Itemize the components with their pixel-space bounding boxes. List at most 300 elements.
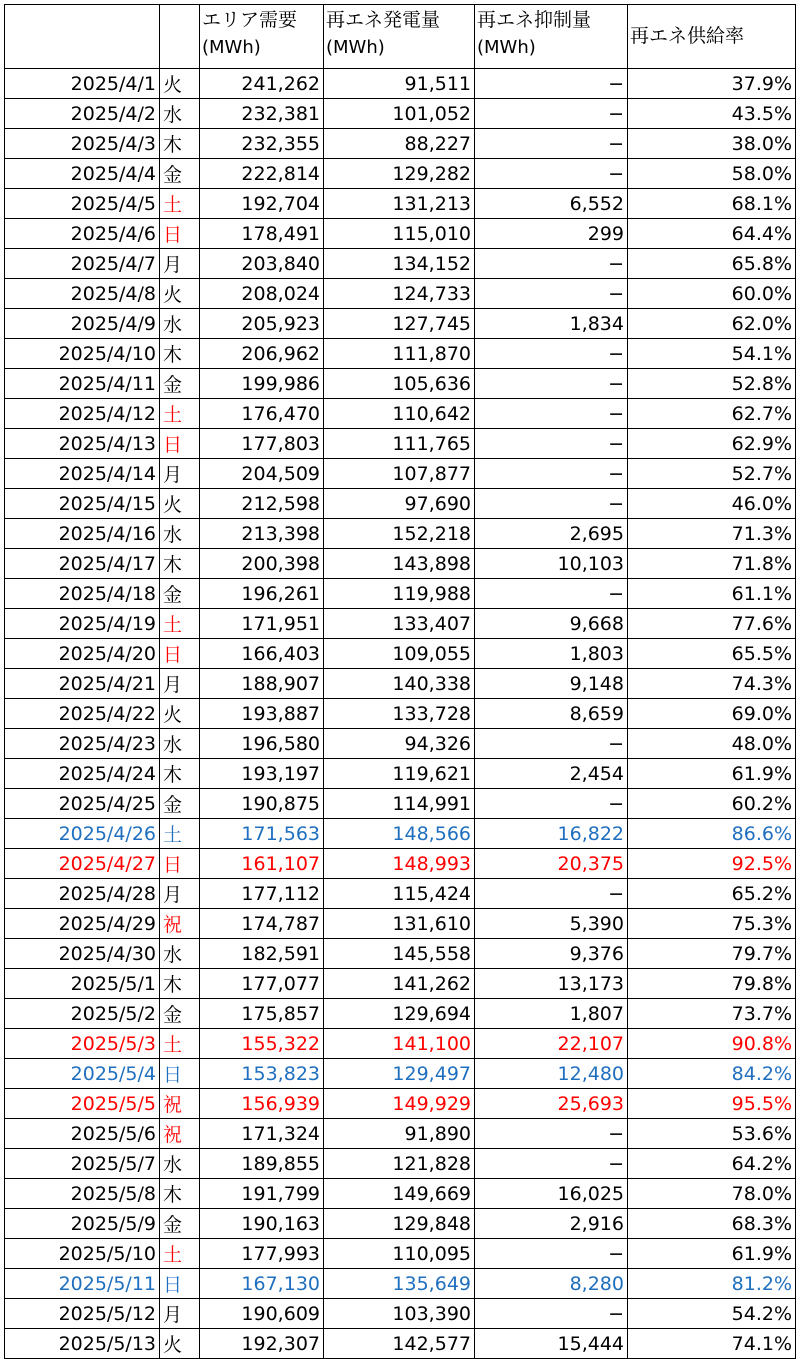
date-cell: 2025/4/6: [5, 219, 160, 249]
area-demand-cell: 171,563: [200, 819, 324, 849]
day-of-week-cell: 木: [160, 969, 200, 999]
renewable-generation-cell: 124,733: [324, 279, 475, 309]
day-of-week-cell: 土: [160, 609, 200, 639]
date-cell: 2025/4/4: [5, 159, 160, 189]
renewable-supply-rate-cell: 68.3%: [628, 1209, 796, 1239]
day-of-week-cell: 祝: [160, 1119, 200, 1149]
date-cell: 2025/4/18: [5, 579, 160, 609]
area-demand-cell: 177,993: [200, 1239, 324, 1269]
renewable-energy-table: [4, 4, 796, 1359]
day-of-week-cell: 祝: [160, 909, 200, 939]
renewable-curtailment-cell: −: [475, 1239, 628, 1269]
area-demand-cell: 200,398: [200, 549, 324, 579]
renewable-curtailment-cell: −: [475, 159, 628, 189]
renewable-curtailment-cell: 16,025: [475, 1179, 628, 1209]
renewable-curtailment-cell: 8,280: [475, 1269, 628, 1299]
day-of-week-cell: 木: [160, 339, 200, 369]
renewable-generation-cell: 109,055: [324, 639, 475, 669]
table-row: [5, 609, 796, 639]
area-demand-cell: 167,130: [200, 1269, 324, 1299]
renewable-supply-rate-cell: 64.2%: [628, 1149, 796, 1179]
renewable-supply-rate-cell: 90.8%: [628, 1029, 796, 1059]
renewable-generation-cell: 119,621: [324, 759, 475, 789]
table-row: [5, 189, 796, 219]
day-of-week-cell: 火: [160, 699, 200, 729]
renewable-supply-rate-cell: 62.7%: [628, 399, 796, 429]
renewable-generation-cell: 131,213: [324, 189, 475, 219]
renewable-curtailment-cell: −: [475, 1119, 628, 1149]
area-demand-cell: 191,799: [200, 1179, 324, 1209]
renewable-generation-cell: 142,577: [324, 1329, 475, 1359]
renewable-curtailment-cell: 9,148: [475, 669, 628, 699]
table-header: [5, 5, 796, 69]
renewable-supply-rate-cell: 52.8%: [628, 369, 796, 399]
renewable-supply-rate-cell: 71.3%: [628, 519, 796, 549]
date-cell: 2025/5/6: [5, 1119, 160, 1149]
renewable-generation-cell: 141,262: [324, 969, 475, 999]
area-demand-cell: 161,107: [200, 849, 324, 879]
renewable-supply-rate-cell: 62.0%: [628, 309, 796, 339]
renewable-generation-cell: 114,991: [324, 789, 475, 819]
renewable-supply-rate-cell: 69.0%: [628, 699, 796, 729]
renewable-generation-cell: 133,728: [324, 699, 475, 729]
header-date: [5, 5, 160, 69]
renewable-supply-rate-cell: 37.9%: [628, 69, 796, 99]
date-cell: 2025/4/5: [5, 189, 160, 219]
day-of-week-cell: 土: [160, 1029, 200, 1059]
table-row: [5, 1059, 796, 1089]
renewable-generation-cell: 131,610: [324, 909, 475, 939]
header-renewable-curtailment-unit: (MWh): [477, 37, 536, 58]
renewable-supply-rate-cell: 43.5%: [628, 99, 796, 129]
day-of-week-cell: 木: [160, 129, 200, 159]
renewable-curtailment-cell: 10,103: [475, 549, 628, 579]
table-body: [5, 69, 796, 1359]
renewable-supply-rate-cell: 60.2%: [628, 789, 796, 819]
renewable-curtailment-cell: −: [475, 399, 628, 429]
renewable-generation-cell: 91,890: [324, 1119, 475, 1149]
table-row: [5, 519, 796, 549]
renewable-curtailment-cell: 2,454: [475, 759, 628, 789]
renewable-supply-rate-cell: 84.2%: [628, 1059, 796, 1089]
renewable-supply-rate-cell: 65.2%: [628, 879, 796, 909]
renewable-curtailment-cell: 9,376: [475, 939, 628, 969]
date-cell: 2025/4/14: [5, 459, 160, 489]
day-of-week-cell: 火: [160, 69, 200, 99]
date-cell: 2025/5/4: [5, 1059, 160, 1089]
date-cell: 2025/4/8: [5, 279, 160, 309]
renewable-curtailment-cell: −: [475, 99, 628, 129]
renewable-generation-cell: 110,095: [324, 1239, 475, 1269]
day-of-week-cell: 日: [160, 639, 200, 669]
day-of-week-cell: 月: [160, 249, 200, 279]
renewable-curtailment-cell: 1,834: [475, 309, 628, 339]
area-demand-cell: 153,823: [200, 1059, 324, 1089]
area-demand-cell: 203,840: [200, 249, 324, 279]
day-of-week-cell: 火: [160, 489, 200, 519]
renewable-supply-rate-cell: 65.5%: [628, 639, 796, 669]
renewable-curtailment-cell: 5,390: [475, 909, 628, 939]
area-demand-cell: 190,163: [200, 1209, 324, 1239]
renewable-supply-rate-cell: 81.2%: [628, 1269, 796, 1299]
renewable-generation-cell: 111,870: [324, 339, 475, 369]
renewable-generation-cell: 97,690: [324, 489, 475, 519]
renewable-curtailment-cell: −: [475, 459, 628, 489]
renewable-generation-cell: 127,745: [324, 309, 475, 339]
area-demand-cell: 208,024: [200, 279, 324, 309]
renewable-curtailment-cell: −: [475, 879, 628, 909]
renewable-curtailment-cell: −: [475, 249, 628, 279]
table-row: [5, 699, 796, 729]
date-cell: 2025/4/24: [5, 759, 160, 789]
renewable-supply-rate-cell: 62.9%: [628, 429, 796, 459]
renewable-generation-cell: 115,424: [324, 879, 475, 909]
renewable-generation-cell: 129,282: [324, 159, 475, 189]
renewable-supply-rate-cell: 79.7%: [628, 939, 796, 969]
date-cell: 2025/4/9: [5, 309, 160, 339]
renewable-generation-cell: 145,558: [324, 939, 475, 969]
header-renewable-generation: [324, 5, 475, 69]
day-of-week-cell: 月: [160, 459, 200, 489]
renewable-generation-cell: 148,566: [324, 819, 475, 849]
table-row: [5, 849, 796, 879]
renewable-generation-cell: 103,390: [324, 1299, 475, 1329]
renewable-supply-rate-cell: 92.5%: [628, 849, 796, 879]
day-of-week-cell: 土: [160, 189, 200, 219]
day-of-week-cell: 金: [160, 369, 200, 399]
area-demand-cell: 176,470: [200, 399, 324, 429]
day-of-week-cell: 金: [160, 159, 200, 189]
date-cell: 2025/4/22: [5, 699, 160, 729]
renewable-generation-cell: 152,218: [324, 519, 475, 549]
table-row: [5, 879, 796, 909]
date-cell: 2025/5/12: [5, 1299, 160, 1329]
date-cell: 2025/5/3: [5, 1029, 160, 1059]
day-of-week-cell: 水: [160, 99, 200, 129]
area-demand-cell: 177,803: [200, 429, 324, 459]
table-row: [5, 129, 796, 159]
renewable-generation-cell: 134,152: [324, 249, 475, 279]
renewable-generation-cell: 129,848: [324, 1209, 475, 1239]
area-demand-cell: 196,580: [200, 729, 324, 759]
table-row: [5, 639, 796, 669]
area-demand-cell: 190,609: [200, 1299, 324, 1329]
renewable-generation-cell: 140,338: [324, 669, 475, 699]
date-cell: 2025/5/10: [5, 1239, 160, 1269]
table-row: [5, 1329, 796, 1359]
day-of-week-cell: 水: [160, 519, 200, 549]
area-demand-cell: 212,598: [200, 489, 324, 519]
renewable-curtailment-cell: 16,822: [475, 819, 628, 849]
table-row: [5, 249, 796, 279]
date-cell: 2025/5/8: [5, 1179, 160, 1209]
renewable-generation-cell: 149,929: [324, 1089, 475, 1119]
area-demand-cell: 206,962: [200, 339, 324, 369]
table-row: [5, 1149, 796, 1179]
renewable-curtailment-cell: 2,695: [475, 519, 628, 549]
header-day-of-week: [160, 5, 200, 69]
renewable-curtailment-cell: 20,375: [475, 849, 628, 879]
renewable-generation-cell: 133,407: [324, 609, 475, 639]
area-demand-cell: 189,855: [200, 1149, 324, 1179]
renewable-curtailment-cell: −: [475, 429, 628, 459]
area-demand-cell: 190,875: [200, 789, 324, 819]
renewable-curtailment-cell: 8,659: [475, 699, 628, 729]
table-row: [5, 1179, 796, 1209]
date-cell: 2025/4/15: [5, 489, 160, 519]
table-row: [5, 279, 796, 309]
date-cell: 2025/4/21: [5, 669, 160, 699]
day-of-week-cell: 木: [160, 1179, 200, 1209]
renewable-curtailment-cell: 6,552: [475, 189, 628, 219]
renewable-supply-rate-cell: 54.1%: [628, 339, 796, 369]
table-row: [5, 159, 796, 189]
table-row: [5, 1089, 796, 1119]
renewable-generation-cell: 107,877: [324, 459, 475, 489]
date-cell: 2025/5/11: [5, 1269, 160, 1299]
date-cell: 2025/4/16: [5, 519, 160, 549]
header-renewable-generation-title: 再エネ発電量: [326, 9, 441, 31]
area-demand-cell: 175,857: [200, 999, 324, 1029]
day-of-week-cell: 月: [160, 879, 200, 909]
table-row: [5, 759, 796, 789]
renewable-supply-rate-cell: 73.7%: [628, 999, 796, 1029]
table-row: [5, 309, 796, 339]
renewable-curtailment-cell: −: [475, 69, 628, 99]
renewable-curtailment-cell: 13,173: [475, 969, 628, 999]
day-of-week-cell: 月: [160, 1299, 200, 1329]
date-cell: 2025/4/2: [5, 99, 160, 129]
day-of-week-cell: 金: [160, 789, 200, 819]
renewable-curtailment-cell: 1,803: [475, 639, 628, 669]
renewable-generation-cell: 105,636: [324, 369, 475, 399]
renewable-curtailment-cell: −: [475, 339, 628, 369]
area-demand-cell: 204,509: [200, 459, 324, 489]
area-demand-cell: 205,923: [200, 309, 324, 339]
renewable-curtailment-cell: 25,693: [475, 1089, 628, 1119]
table-row: [5, 429, 796, 459]
renewable-supply-rate-cell: 65.8%: [628, 249, 796, 279]
renewable-curtailment-cell: −: [475, 279, 628, 309]
renewable-curtailment-cell: 9,668: [475, 609, 628, 639]
renewable-curtailment-cell: −: [475, 129, 628, 159]
day-of-week-cell: 日: [160, 1059, 200, 1089]
date-cell: 2025/4/7: [5, 249, 160, 279]
area-demand-cell: 193,197: [200, 759, 324, 789]
renewable-supply-rate-cell: 61.9%: [628, 759, 796, 789]
day-of-week-cell: 金: [160, 999, 200, 1029]
day-of-week-cell: 木: [160, 759, 200, 789]
renewable-curtailment-cell: 22,107: [475, 1029, 628, 1059]
date-cell: 2025/4/13: [5, 429, 160, 459]
area-demand-cell: 232,355: [200, 129, 324, 159]
table-row: [5, 819, 796, 849]
renewable-generation-cell: 94,326: [324, 729, 475, 759]
date-cell: 2025/5/7: [5, 1149, 160, 1179]
renewable-generation-cell: 121,828: [324, 1149, 475, 1179]
day-of-week-cell: 祝: [160, 1089, 200, 1119]
area-demand-cell: 155,322: [200, 1029, 324, 1059]
area-demand-cell: 177,077: [200, 969, 324, 999]
day-of-week-cell: 日: [160, 219, 200, 249]
renewable-supply-rate-cell: 61.1%: [628, 579, 796, 609]
renewable-supply-rate-cell: 79.8%: [628, 969, 796, 999]
renewable-supply-rate-cell: 86.6%: [628, 819, 796, 849]
date-cell: 2025/4/25: [5, 789, 160, 819]
day-of-week-cell: 土: [160, 819, 200, 849]
renewable-curtailment-cell: 12,480: [475, 1059, 628, 1089]
day-of-week-cell: 金: [160, 1209, 200, 1239]
day-of-week-cell: 日: [160, 1269, 200, 1299]
area-demand-cell: 174,787: [200, 909, 324, 939]
renewable-supply-rate-cell: 75.3%: [628, 909, 796, 939]
renewable-supply-rate-cell: 38.0%: [628, 129, 796, 159]
date-cell: 2025/4/1: [5, 69, 160, 99]
area-demand-cell: 166,403: [200, 639, 324, 669]
renewable-curtailment-cell: −: [475, 489, 628, 519]
renewable-curtailment-cell: −: [475, 729, 628, 759]
renewable-curtailment-cell: 1,807: [475, 999, 628, 1029]
area-demand-cell: 222,814: [200, 159, 324, 189]
renewable-supply-rate-cell: 74.1%: [628, 1329, 796, 1359]
area-demand-cell: 192,307: [200, 1329, 324, 1359]
header-area-demand: [200, 5, 324, 69]
renewable-curtailment-cell: −: [475, 1299, 628, 1329]
renewable-generation-cell: 88,227: [324, 129, 475, 159]
table-row: [5, 1239, 796, 1269]
renewable-generation-cell: 111,765: [324, 429, 475, 459]
area-demand-cell: 188,907: [200, 669, 324, 699]
table-row: [5, 69, 796, 99]
renewable-supply-rate-cell: 71.8%: [628, 549, 796, 579]
header-renewable-curtailment: [475, 5, 628, 69]
table-row: [5, 1119, 796, 1149]
day-of-week-cell: 火: [160, 279, 200, 309]
table-row: [5, 579, 796, 609]
renewable-generation-cell: 129,497: [324, 1059, 475, 1089]
renewable-supply-rate-cell: 78.0%: [628, 1179, 796, 1209]
date-cell: 2025/5/9: [5, 1209, 160, 1239]
table-row: [5, 459, 796, 489]
date-cell: 2025/4/30: [5, 939, 160, 969]
renewable-supply-rate-cell: 58.0%: [628, 159, 796, 189]
day-of-week-cell: 水: [160, 1149, 200, 1179]
area-demand-cell: 177,112: [200, 879, 324, 909]
renewable-generation-cell: 143,898: [324, 549, 475, 579]
renewable-supply-rate-cell: 68.1%: [628, 189, 796, 219]
renewable-supply-rate-cell: 74.3%: [628, 669, 796, 699]
table-row: [5, 789, 796, 819]
renewable-curtailment-cell: −: [475, 579, 628, 609]
table-row: [5, 669, 796, 699]
table-row: [5, 939, 796, 969]
renewable-generation-cell: 129,694: [324, 999, 475, 1029]
table-row: [5, 999, 796, 1029]
table-row: [5, 909, 796, 939]
table-row: [5, 1209, 796, 1239]
date-cell: 2025/4/20: [5, 639, 160, 669]
day-of-week-cell: 金: [160, 579, 200, 609]
table-row: [5, 369, 796, 399]
renewable-supply-rate-cell: 46.0%: [628, 489, 796, 519]
renewable-supply-rate-cell: 95.5%: [628, 1089, 796, 1119]
day-of-week-cell: 土: [160, 399, 200, 429]
table-row: [5, 729, 796, 759]
area-demand-cell: 196,261: [200, 579, 324, 609]
date-cell: 2025/4/12: [5, 399, 160, 429]
renewable-curtailment-cell: −: [475, 789, 628, 819]
table-row: [5, 969, 796, 999]
renewable-curtailment-cell: −: [475, 1149, 628, 1179]
renewable-curtailment-cell: 299: [475, 219, 628, 249]
renewable-generation-cell: 91,511: [324, 69, 475, 99]
renewable-supply-rate-cell: 77.6%: [628, 609, 796, 639]
day-of-week-cell: 土: [160, 1239, 200, 1269]
area-demand-cell: 199,986: [200, 369, 324, 399]
area-demand-cell: 178,491: [200, 219, 324, 249]
day-of-week-cell: 水: [160, 729, 200, 759]
day-of-week-cell: 日: [160, 429, 200, 459]
renewable-supply-rate-cell: 54.2%: [628, 1299, 796, 1329]
table-row: [5, 1029, 796, 1059]
date-cell: 2025/4/17: [5, 549, 160, 579]
date-cell: 2025/5/1: [5, 969, 160, 999]
area-demand-cell: 232,381: [200, 99, 324, 129]
renewable-generation-cell: 101,052: [324, 99, 475, 129]
table-row: [5, 1269, 796, 1299]
date-cell: 2025/4/3: [5, 129, 160, 159]
date-cell: 2025/5/5: [5, 1089, 160, 1119]
header-renewable-generation-unit: (MWh): [326, 37, 385, 58]
renewable-generation-cell: 148,993: [324, 849, 475, 879]
date-cell: 2025/4/23: [5, 729, 160, 759]
day-of-week-cell: 水: [160, 309, 200, 339]
renewable-supply-rate-cell: 53.6%: [628, 1119, 796, 1149]
date-cell: 2025/4/10: [5, 339, 160, 369]
date-cell: 2025/4/11: [5, 369, 160, 399]
header-renewable-curtailment-title: 再エネ抑制量: [477, 9, 592, 31]
table-row: [5, 399, 796, 429]
renewable-supply-rate-cell: 64.4%: [628, 219, 796, 249]
table-row: [5, 489, 796, 519]
renewable-generation-cell: 119,988: [324, 579, 475, 609]
renewable-supply-rate-cell: 52.7%: [628, 459, 796, 489]
area-demand-cell: 192,704: [200, 189, 324, 219]
area-demand-cell: 193,887: [200, 699, 324, 729]
area-demand-cell: 182,591: [200, 939, 324, 969]
renewable-generation-cell: 149,669: [324, 1179, 475, 1209]
renewable-generation-cell: 135,649: [324, 1269, 475, 1299]
date-cell: 2025/4/29: [5, 909, 160, 939]
renewable-curtailment-cell: 15,444: [475, 1329, 628, 1359]
header-row: [5, 5, 796, 69]
renewable-generation-cell: 115,010: [324, 219, 475, 249]
day-of-week-cell: 日: [160, 849, 200, 879]
area-demand-cell: 156,939: [200, 1089, 324, 1119]
day-of-week-cell: 水: [160, 939, 200, 969]
date-cell: 2025/5/2: [5, 999, 160, 1029]
table-row: [5, 1299, 796, 1329]
renewable-supply-rate-cell: 61.9%: [628, 1239, 796, 1269]
day-of-week-cell: 木: [160, 549, 200, 579]
renewable-curtailment-cell: −: [475, 369, 628, 399]
header-area-demand-unit: (MWh): [202, 37, 261, 58]
date-cell: 2025/4/28: [5, 879, 160, 909]
table-row: [5, 219, 796, 249]
header-area-demand-title: エリア需要: [202, 9, 298, 31]
date-cell: 2025/4/26: [5, 819, 160, 849]
area-demand-cell: 171,324: [200, 1119, 324, 1149]
